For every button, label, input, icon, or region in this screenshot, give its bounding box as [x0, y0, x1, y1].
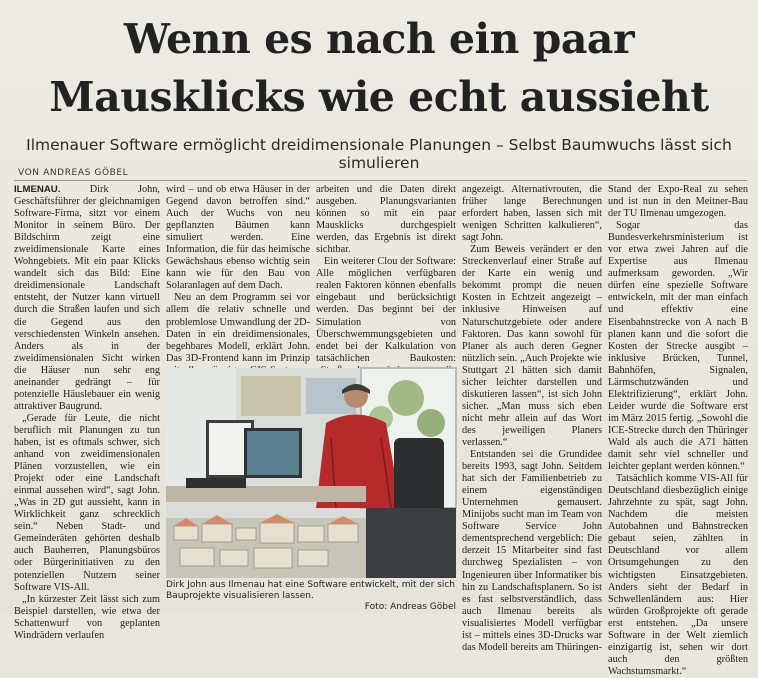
paragraph: Ein weiterer Clou der Software: Alle möglichen verfügbaren realen Faktoren können ebenfalls eingebaut und berücksichtigt werden. Das beginnt bei der Simulation von Überschwemmungsgebieten und endet bei der Kalkulation von tatsächlichen Baukosten: [316, 256, 456, 364]
headline-line-1: Wenn es nach ein paar [123, 15, 635, 63]
byline: VON ANDREAS GÖBEL [18, 168, 129, 178]
article-column-3 [316, 184, 456, 366]
subheadline: Ilmenauer Software ermöglicht dreidimensionale Planungen – Selbst Baumwuchs lässt sich simulieren [26, 136, 732, 172]
paragraph: Stand der Expo-Real zu sehen und ist nun in den Meitner-Bau der TU Ilmenau umgezogen. [608, 184, 748, 220]
article-column-2 [166, 184, 310, 366]
paragraph: Neu an dem Programm sei vor allem die relativ schnelle und problemlose Umwandlung der 2D-Daten in ein dreidimensionales, begehbares Modell, erklärt John. Das 3D-Frontend kann im Prinzip [166, 292, 310, 364]
paragraph: Sogar das Bundesverkehrsministerium ist vor etwa zwei Jahren auf die Expertise aus Ilmenau aufmerksam geworden. „Wir dürfen eine spezielle Software entwickeln, mit der man einfach und effektiv eine Eisenbahnstrecke von A nach B planen kann und die sofort die Kosten der Strecke ausgibt – inklusive Brücken, Tunnel, Bahnhöfen, Signalen, Lärmschutzwänden und Elektrifizierung“, erklärt John. Leider wurde die Software erst im März 2015 fertig. „Sowohl die ICE-Strecke durch den Thüringer Wald als auch die A71 hätten damit sehr viel schneller und leichter geplant werden können.“ [608, 220, 748, 473]
paragraph: Tatsächlich komme VIS-All für Deutschland diesbezüglich einige Jahrzehnte zu spät, sagt John. Nachdem die meisten Autobahnen und Bahnstrecken gebaut seien, zählten in Deutschland vor allem Ortsumgehungen zu den wichtigsten Einsatzgebieten. Anders sieht der Bedarf in Schwellenländern aus: Hier würden Großprojekte oft gerade erst entstehen. „Da unsere Software in der Welt ziemlich einzigartig ist, sehen wir dort auch den größten Wachstumsmarkt.“ [608, 473, 748, 677]
paragraph [14, 184, 160, 413]
photo-credit: Foto: Andreas Göbel [364, 602, 456, 612]
paragraph-text: Dirk John, Geschäftsführer der gleichnamigen Software-Firma, sitzt vor einem Monitor in seinem Büro. Der Bildschirm zeigt eine zweidimensionale Karte eines Wohngebiets. Mit ein paar Klicks wandelt sich das Bild: Eine dreidimensionale Landschaft entsteht, der Nutzer kann virtuell durch die Straßen laufen und sich die Gegend aus den verschiedensten Winkeln ansehen. Anders als in der zweidimensionalen Sicht wirken die Häuser nun sehr eng aneinander gedrängt – für potenzielle Häuslebauer ein wenig attraktiver Baugrund. [14, 184, 160, 412]
photo-caption [166, 580, 456, 613]
paragraph: Entstanden sei die Grundidee bereits 1993, sagt John. Seitdem hat sich der Familienbetrieb zu einem eigenständigen Unternehmen gemausert. Minijobs sucht man im Team von Software Service John dementsprechend vergeblich: Die derzeit 15 Mitarbeiter sind fast durchweg Spezialisten – von Ingenieuren über Informatiker bis hin zu Landschaftsplanern. So ist es fast selbstverständlich, dass auch Ilmenau bereits als visualisiertes Modell verfügbar ist – mittels eines 3D-Drucks war das Modell bereits am Thüringen- [462, 449, 602, 653]
byline-divider [14, 180, 747, 181]
article-column-4 [462, 184, 602, 653]
paragraph: „Gerade für Leute, die nicht beruflich mit Planungen zu tun haben, ist es oftmals schwer, sich anhand von zweidimensionalen Plänen vorzustellen, wie ein Projekt oder eine Landschaft einmal aussehen wird“, sagt John. „Was in 2D gut aussieht, kann in Wirklichkeit ganz schrecklich sein.“ Neben Stadt- und Gemeinderäten gehörten deshalb auch Bauherren, Planungsbüros oder Bürgerinitiativen zu den potenziellen Nutzern seiner Software VIS-All. [14, 412, 160, 593]
headline-line-2: Mausklicks wie echt aussieht [49, 73, 709, 121]
paragraph: arbeiten und die Daten direkt ausgeben. Planungsvarianten können so mit ein paar Mausklicks durchgespielt werden, das Ergebnis ist direkt sichtbar. [316, 184, 456, 256]
article-column-5 [608, 184, 748, 677]
caption-text: Dirk John aus Ilmenau hat eine Software entwickelt, mit der sich Bauprojekte visualisieren lassen. [166, 580, 455, 601]
dateline: ILMENAU. [14, 184, 61, 195]
paragraph: Zum Beweis verändert er den Streckenverlauf einer Straße auf der Karte ein wenig und bekommt prompt die neuen Kosten in Echtzeit angezeigt – inklusive Hinweisen auf Naturschutzgebiete oder andere Faktoren. Das kann sowohl für Planer als auch deren Gegner nützlich sein. „Auch Projekte wie Stuttgart 21 hätten sich damit sicher leichter darstellen und diskutieren lassen“, ist sich John sicher. „Man muss sich eben nicht mehr allein auf das Wort des jeweiligen Planers verlassen.“ [462, 244, 602, 448]
article-column-1 [14, 184, 160, 641]
paragraph: „In kürzester Zeit lässt sich zum Beispiel darstellen, wie etwa der Schattenwurf von geplanten Windrädern verlaufen [14, 593, 160, 641]
paragraph: wird – und ob etwa Häuser in der Gegend davon betroffen sind.“ Auch der Wuchs von neu gepflanzten Bäumen kann simuliert werden. Eine Information, die für das heimische Gewächshaus ebenso wichtig sein kann wie für den Bau von Solaranlagen auf dem Dach. [166, 184, 310, 292]
paragraph: angezeigt. Alternativrouten, die früher lange Berechnungen erfordert haben, lassen sich mit wenigen Schritten kalkulieren“, sagt John. [462, 184, 602, 244]
article-photo [166, 368, 456, 578]
office-photo-illustration [166, 368, 456, 578]
